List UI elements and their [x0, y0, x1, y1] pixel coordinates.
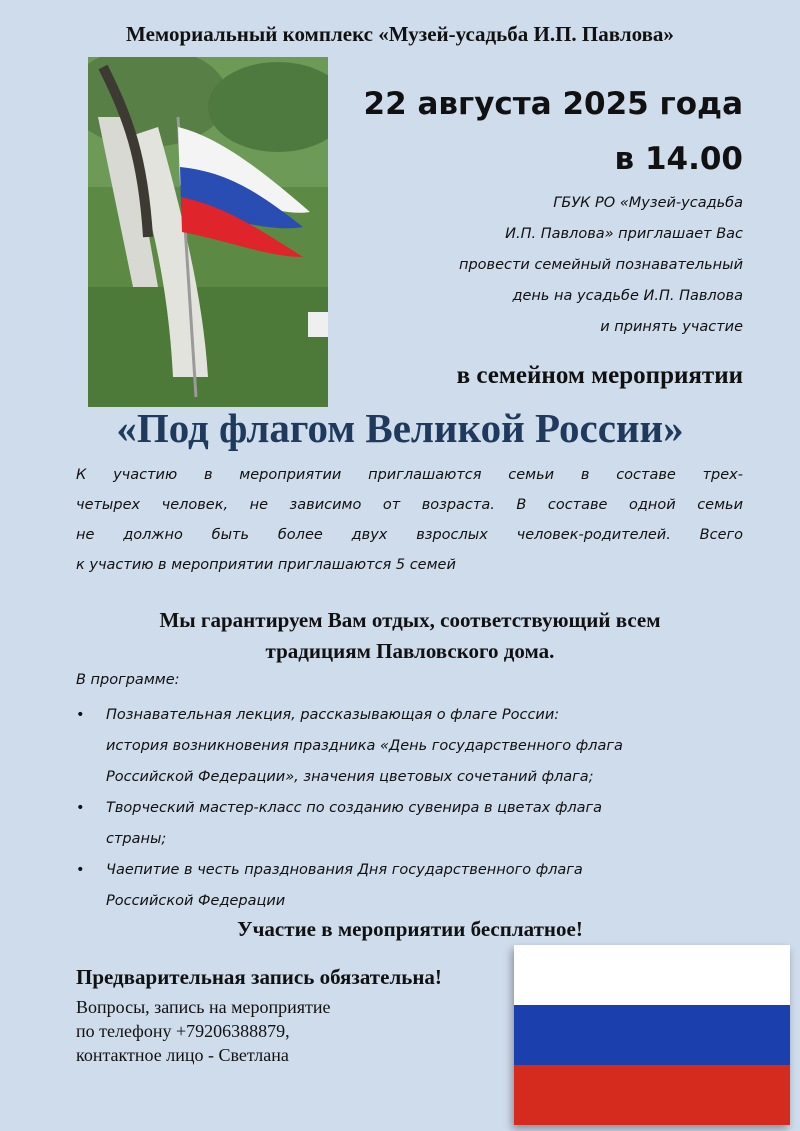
list-item [76, 855, 756, 917]
guarantee-text [0, 605, 800, 667]
list-item-line: Чаепитие в честь празднования Дня государственного флага [106, 862, 583, 878]
registration-title: Предварительная запись обязательна! [76, 965, 442, 989]
contact-line: Вопросы, запись на мероприятие [76, 997, 331, 1017]
conditions-line: К участию в мероприятии приглашаются семьи в составе трех- [76, 467, 743, 483]
list-item-line: Российской Федерации [106, 893, 286, 909]
flag-photo [88, 57, 328, 407]
program-list [76, 700, 756, 917]
contact-line: контактное лицо - Светлана [76, 1045, 289, 1065]
guarantee-line: традициям Павловского дома. [265, 639, 555, 663]
contact-line: по телефону +79206388879, [76, 1021, 290, 1041]
contact-info [76, 995, 331, 1067]
list-item [76, 700, 756, 793]
list-item-line: Познавательная лекция, рассказывающая о флаге России: [106, 707, 560, 723]
program-label: В программе: [76, 672, 180, 688]
flag-white-band [514, 945, 790, 1005]
bullet-icon: • [76, 862, 85, 878]
event-date: 22 августа 2025 года [363, 86, 743, 122]
list-item-line: Творческий мастер-класс по созданию сувенира в цветах флага [106, 800, 603, 816]
free-participation: Участие в мероприятии бесплатное! [237, 917, 583, 941]
bullet-icon: • [76, 707, 85, 723]
bullet-icon: • [76, 800, 85, 816]
conditions-text [76, 460, 743, 580]
guarantee-line: Мы гарантируем Вам отдых, соответствующий всем [159, 608, 661, 632]
flag-photo-icon [88, 57, 328, 407]
invite-line: провести семейный познавательный [458, 257, 743, 273]
flag-blue-band [514, 1005, 790, 1065]
invite-line: ГБУК РО «Музей-усадьба [553, 195, 743, 211]
event-time: в 14.00 [614, 141, 743, 177]
invite-line: день на усадьбе И.П. Павлова [512, 288, 743, 304]
list-item-line: история возникновения праздника «День государственного флага [106, 738, 623, 754]
flag-red-band [514, 1065, 790, 1125]
invite-line: и принять участие [600, 319, 743, 335]
invite-line: И.П. Павлова» приглашает Вас [505, 226, 743, 242]
list-item-line: Российской Федерации», значения цветовых сочетаний флага; [106, 769, 594, 785]
event-title: «Под флагом Великой России» [116, 405, 684, 451]
russian-flag-icon [514, 945, 790, 1125]
conditions-line: не должно быть более двух взрослых человек-родителей. Всего [76, 527, 743, 543]
event-intro: в семейном мероприятии [456, 362, 743, 389]
invite-text [363, 188, 743, 343]
list-item [76, 793, 756, 855]
conditions-line: четырех человек, не зависимо от возраста. В составе одной семьи [76, 497, 743, 513]
conditions-line: к участию в мероприятии приглашаются 5 семей [76, 557, 456, 573]
list-item-line: страны; [106, 831, 167, 847]
page-header: Мемориальный комплекс «Музей-усадьба И.П. Павлова» [126, 22, 674, 46]
